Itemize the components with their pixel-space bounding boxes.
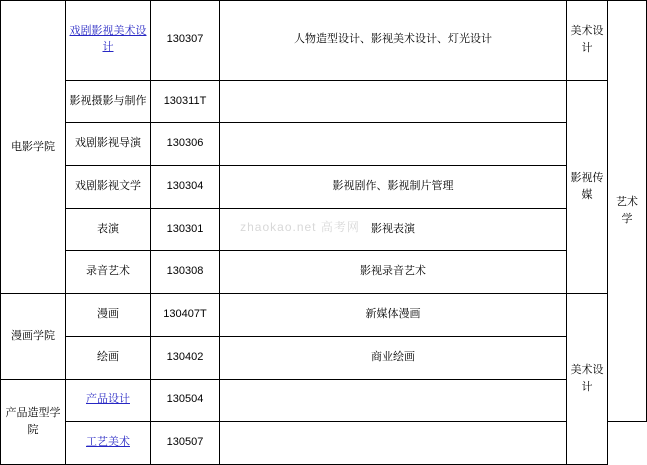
- major-cell: 绘画: [66, 336, 151, 379]
- major-cell: 表演: [66, 208, 151, 251]
- table-row: [1, 166, 647, 209]
- degree-cell: 艺术学: [608, 1, 647, 422]
- college-cell: 产品造型学院: [1, 379, 66, 464]
- major-cell: 漫画: [66, 294, 151, 337]
- major-link[interactable]: 工艺美术: [86, 436, 130, 449]
- major-code-cell: 130306: [151, 123, 220, 166]
- major-code-cell: 130507: [151, 422, 220, 465]
- major-cell: 录音艺术: [66, 251, 151, 294]
- major-cell: [66, 379, 151, 422]
- major-code-cell: 130301: [151, 208, 220, 251]
- majors-table-body: [1, 1, 647, 465]
- direction-cell: 影视表演: [220, 208, 567, 251]
- major-code-cell: 130304: [151, 166, 220, 209]
- table-row: [1, 336, 647, 379]
- table-row: [1, 251, 647, 294]
- college-cell: 漫画学院: [1, 294, 66, 379]
- major-cell: 影视摄影与制作: [66, 80, 151, 123]
- college-cell: 电影学院: [1, 1, 66, 294]
- direction-cell: [220, 379, 567, 422]
- direction-cell: [220, 123, 567, 166]
- table-row: [1, 379, 647, 422]
- major-link[interactable]: 产品设计: [86, 393, 130, 406]
- major-code-cell: 130308: [151, 251, 220, 294]
- major-code-cell: 130307: [151, 1, 220, 81]
- direction-cell: [220, 80, 567, 123]
- table-row: [1, 123, 647, 166]
- direction-cell: 人物造型设计、影视美术设计、灯光设计: [220, 1, 567, 81]
- direction-cell: 影视录音艺术: [220, 251, 567, 294]
- direction-cell: 商业绘画: [220, 336, 567, 379]
- major-cell: 戏剧影视文学: [66, 166, 151, 209]
- direction-cell: [220, 422, 567, 465]
- major-cell: [66, 422, 151, 465]
- major-cell: 戏剧影视导演: [66, 123, 151, 166]
- major-link[interactable]: 戏剧影视美术设计: [69, 25, 147, 54]
- category-cell: 美术设计: [567, 294, 608, 465]
- category-cell: 美术设计: [567, 1, 608, 81]
- major-code-cell: 130402: [151, 336, 220, 379]
- major-code-cell: 130504: [151, 379, 220, 422]
- table-row: [1, 294, 647, 337]
- major-code-cell: 130311T: [151, 80, 220, 123]
- direction-cell: 新媒体漫画: [220, 294, 567, 337]
- table-row: [1, 422, 647, 465]
- major-code-cell: 130407T: [151, 294, 220, 337]
- table-row: [1, 208, 647, 251]
- direction-cell: 影视剧作、影视制片管理: [220, 166, 567, 209]
- table-row: [1, 80, 647, 123]
- table-row: [1, 1, 647, 81]
- watermark: zhaokao.net 高考网: [240, 220, 360, 234]
- category-cell: 影视传媒: [567, 80, 608, 293]
- major-cell: [66, 1, 151, 81]
